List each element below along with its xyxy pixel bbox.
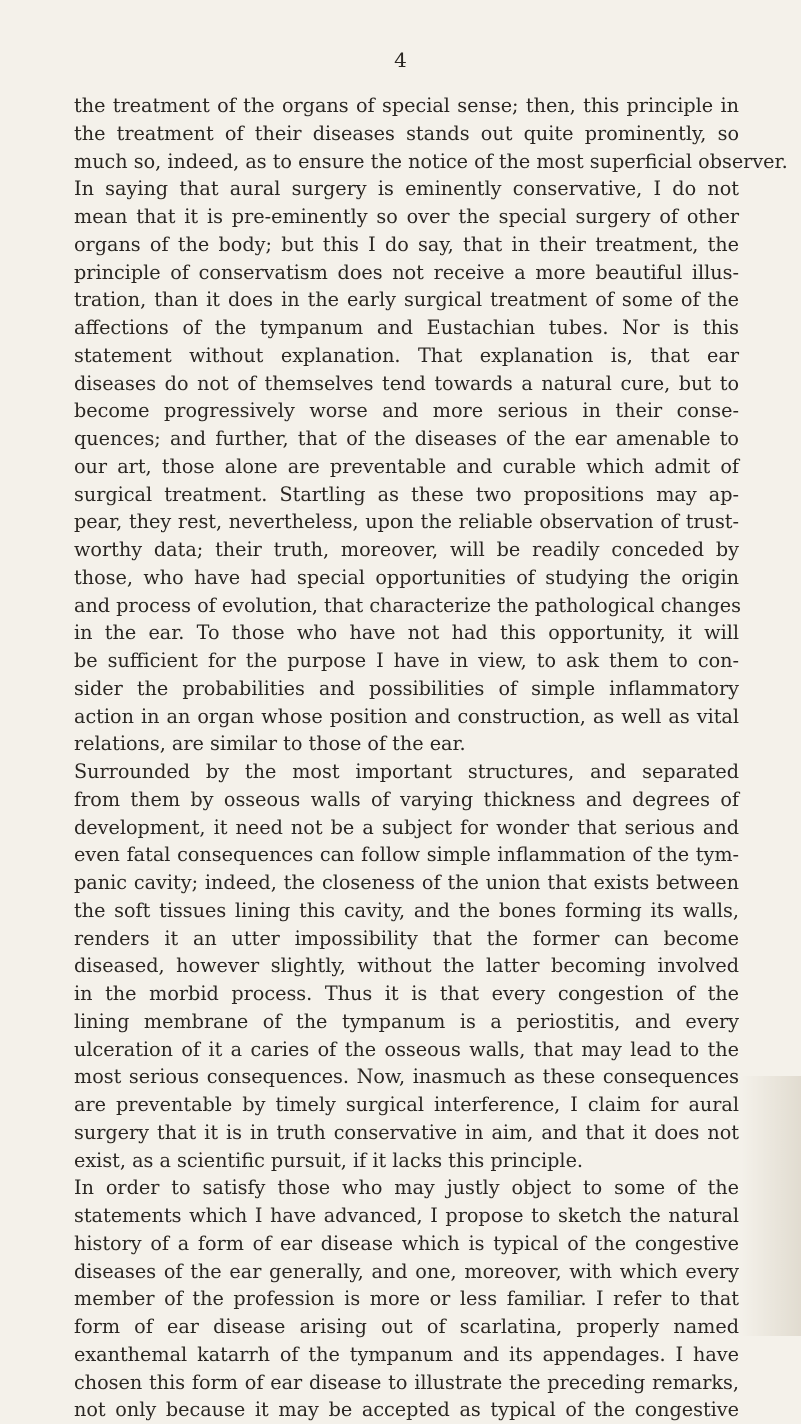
text-line: development, it need not be a subject for wonder that serious and bbox=[74, 815, 739, 839]
text-line: exist, as a scientific pursuit, if it lacks this principle. bbox=[74, 1148, 584, 1172]
text-line: member of the profession is more or less familiar. I refer to that bbox=[74, 1287, 739, 1311]
text-line: mean that it is pre-eminently so over the special surgery of other bbox=[74, 205, 739, 228]
text-line: the soft tissues lining this cavity, and the bones forming its walls, bbox=[74, 898, 739, 922]
text-line: diseases do not of themselves tend towards a natural cure, but to bbox=[74, 371, 739, 395]
text-line: not only because it may be accepted as typical of the congestive bbox=[74, 1398, 739, 1422]
text-line: sider the probabilities and possibilities of simple inflammatory bbox=[74, 676, 739, 700]
text-line: lining membrane of the tympanum is a periostitis, and every bbox=[74, 1009, 739, 1033]
text-line: In saying that aural surgery is eminently conservative, I do not bbox=[74, 177, 739, 201]
text-line: history of a form of ear disease which is typical of the congestive bbox=[74, 1231, 739, 1255]
page-edge-shading bbox=[741, 1076, 801, 1336]
text-line: affections of the tympanum and Eustachian tubes. Nor is this bbox=[74, 316, 739, 339]
text-line: the treatment of their diseases stands out quite prominently, so bbox=[74, 121, 739, 145]
text-line: diseases of the ear generally, and one, moreover, with which every bbox=[74, 1259, 739, 1283]
text-line: chosen this form of ear disease to illustrate the preceding remarks, bbox=[74, 1370, 739, 1394]
text-line: most serious consequences. Now, inasmuch as these consequences bbox=[74, 1065, 739, 1089]
text-line: renders it an utter impossibility that the former can become bbox=[74, 926, 739, 950]
text-line: relations, are similar to those of the ear. bbox=[74, 732, 466, 756]
text-line: even fatal consequences can follow simple inflammation of the tym- bbox=[74, 843, 739, 867]
text-line: pear, they rest, nevertheless, upon the reliable observation of trust- bbox=[74, 510, 739, 534]
text-line: form of ear disease arising out of scarlatina, properly named bbox=[74, 1315, 739, 1338]
text-line: ulceration of it a caries of the osseous walls, that may lead to the bbox=[74, 1037, 739, 1061]
text-line: statement without explanation. That explanation is, that ear bbox=[74, 343, 739, 367]
text-line: become progressively worse and more serious in their conse- bbox=[74, 399, 739, 423]
text-line: be sufficient for the purpose I have in view, to ask them to con- bbox=[74, 649, 739, 672]
text-line: principle of conservatism does not receive a more beautiful illus- bbox=[74, 260, 739, 284]
text-line: exanthemal katarrh of the tympanum and its appendages. I have bbox=[74, 1342, 739, 1366]
text-line: much so, indeed, as to ensure the notice of the most superficial observer. bbox=[74, 149, 788, 173]
text-line: diseased, however slightly, without the latter becoming involved bbox=[74, 954, 739, 978]
body-text bbox=[74, 92, 788, 1424]
text-line: panic cavity; indeed, the closeness of the union that exists between bbox=[74, 871, 739, 894]
text-line: organs of the body; but this I do say, that in their treatment, the bbox=[74, 232, 739, 256]
text-line: quences; and further, that of the diseases of the ear amenable to bbox=[74, 427, 739, 450]
text-line: worthy data; their truth, moreover, will be readily conceded by bbox=[74, 538, 739, 561]
text-line: from them by osseous walls of varying thickness and degrees of bbox=[74, 787, 739, 811]
text-line: statements which I have advanced, I propose to sketch the natural bbox=[74, 1204, 739, 1227]
text-line: and process of evolution, that characterize the pathological changes bbox=[74, 593, 741, 617]
text-line: in the morbid process. Thus it is that every congestion of the bbox=[74, 982, 739, 1005]
page-number: 4 bbox=[394, 48, 407, 72]
text-line: Surrounded by the most important structures, and separated bbox=[74, 760, 739, 783]
text-line: our art, those alone are preventable and curable which admit of bbox=[74, 454, 739, 478]
text-line: are preventable by timely surgical interference, I claim for aural bbox=[74, 1093, 739, 1116]
text-line: tration, than it does in the early surgical treatment of some of the bbox=[74, 288, 739, 312]
text-line: the treatment of the organs of special sense; then, this principle in bbox=[74, 94, 739, 117]
text-line: surgery that it is in truth conservative in aim, and that it does not bbox=[74, 1120, 739, 1144]
text-line: surgical treatment. Startling as these two propositions may ap- bbox=[74, 482, 739, 506]
text-line: those, who have had special opportunities of studying the origin bbox=[74, 565, 739, 589]
text-line: In order to satisfy those who may justly object to some of the bbox=[74, 1176, 739, 1200]
text-line: action in an organ whose position and construction, as well as vital bbox=[74, 704, 739, 728]
text-line: in the ear. To those who have not had this opportunity, it will bbox=[74, 621, 739, 645]
